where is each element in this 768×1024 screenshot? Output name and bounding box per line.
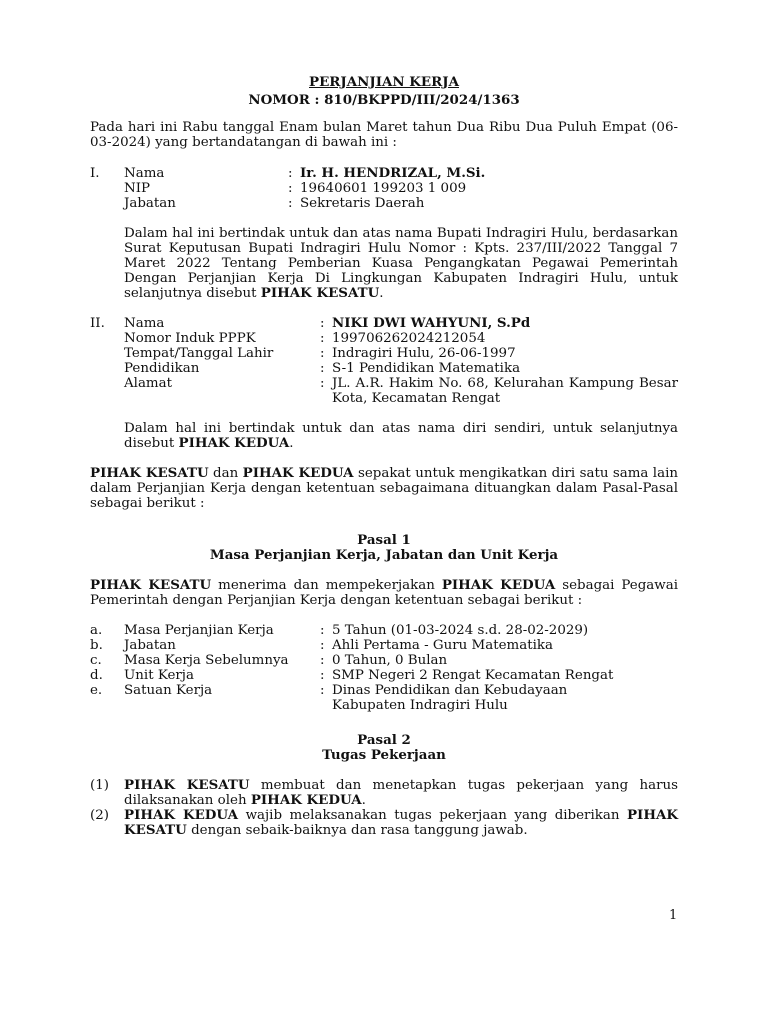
party-two-description [90,421,678,451]
colon: : [320,623,325,638]
party-one-label: Nama [124,166,165,181]
list-text [124,778,678,808]
agreement-text-2: sepakat untuk mengikatkan diri satu sama lain dalam Perjanjian Kerja dengan ketentuan sebagaimana dituangkan dalam Pasal-Pasal sebagai berikut : [90,466,678,511]
party-one-nip: 19640601 199203 1 009 [300,181,467,196]
pasal-1-bold-1: PIHAK KESATU [90,577,212,593]
pasal-2-text: . [361,793,366,808]
list-letter: b. [90,638,103,653]
party-one-desc-text: Dalam hal ini bertindak untuk dan atas nama Bupati Indragiri Hulu, berdasarkan Surat Keputusan Bupati Indragiri Hulu Nomor : Kpts. 237/III/2022 Tanggal 7 Maret 2022 Tentang Pemberian Kuasa Pengangkatan Pegawai Pemerintah Dengan Perjanjian Kerja Di Lingkungan Kabupaten Indragiri Hulu, untuk selanjutnya disebut [124,226,678,301]
party-two-row-address [90,376,678,406]
pasal-1-paragraph [90,578,678,608]
list-item [90,653,678,668]
pasal-1-text-1: menerima dan mempekerjakan [211,578,442,593]
party-two-desc-text: Dalam hal ini bertindak untuk dan atas nama diri sendiri, untuk selanjutnya disebut [124,421,678,451]
party-one-label: Jabatan [124,196,176,211]
intro-paragraph: Pada hari ini Rabu tanggal Enam bulan Maret tahun Dua Ribu Dua Puluh Empat (06-03-2024) yang bertandatangan di bawah ini : [90,120,678,150]
party-two-label: Alamat [124,376,172,391]
pasal-1-list [90,623,678,713]
agreement-paragraph [90,466,678,511]
pasal-2-bold: PIHAK KESATU [124,807,678,838]
party-two-row-birth [90,346,678,361]
pasal-1 [90,533,678,713]
pasal-2-text: wajib melaksanakan tugas pekerjaan yang diberikan [238,808,627,823]
pasal-2-bold: PIHAK KEDUA [250,792,362,808]
party-two-desc-bold: PIHAK KEDUA [178,435,290,451]
list-value: 0 Tahun, 0 Bulan [332,653,448,668]
party-one-desc-bold: PIHAK KESATU [260,285,380,301]
list-item [90,638,678,653]
colon: : [320,653,325,668]
agreement-text-1: dan [208,466,243,481]
document-page [90,75,678,838]
party-two-row-education [90,361,678,376]
list-number: (1) [90,778,109,793]
list-item [90,623,678,638]
list-label: Unit Kerja [124,668,194,683]
party-one-block [90,166,678,301]
list-item [90,668,678,683]
list-letter: d. [90,668,103,683]
list-label: Masa Kerja Sebelumnya [124,653,289,668]
party-one-description [90,226,678,301]
party-two-desc-end: . [289,436,294,451]
pasal-2-heading: Pasal 2 [357,732,411,748]
party-one-row-jabatan [90,196,678,211]
list-label: Jabatan [124,638,176,653]
agreement-bold-1: PIHAK KESATU [90,465,209,481]
pasal-2 [90,733,678,838]
party-two-education: S-1 Pendidikan Matematika [332,361,521,376]
colon: : [320,376,325,391]
list-item [90,683,678,713]
list-text [124,808,678,838]
party-two-label: Tempat/Tanggal Lahir [124,346,274,361]
pasal-2-bold: PIHAK KEDUA [124,807,239,823]
party-two-nip: 199706262024212054 [332,331,486,346]
party-one-row-name [90,166,678,181]
party-two-row-name [90,316,678,331]
colon: : [288,181,293,196]
pasal-2-text: membuat dan menetapkan tugas pekerjaan yang harus dilaksanakan oleh [124,778,678,808]
colon: : [320,316,325,331]
colon: : [320,346,325,361]
party-one-row-nip [90,181,678,196]
list-label: Satuan Kerja [124,683,213,698]
colon: : [320,331,325,346]
title-block [90,75,678,93]
list-value: SMP Negeri 2 Rengat Kecamatan Rengat [332,668,614,683]
party-one-roman: I. [90,166,100,181]
list-label: Masa Perjanjian Kerja [124,623,274,638]
pasal-1-heading: Pasal 1 [357,532,411,548]
colon: : [320,361,325,376]
list-number: (2) [90,808,109,823]
list-item [90,808,678,838]
party-two-label: Nomor Induk PPPK [124,331,256,346]
pasal-2-text: dengan sebaik-baiknya dan rasa tanggung jawab. [186,823,528,838]
document-number: NOMOR : 810/BKPPD/III/2024/1363 [248,92,520,108]
list-item [90,778,678,808]
list-value: 5 Tahun (01-03-2024 s.d. 28-02-2029) [332,623,589,638]
pasal-1-text-2: sebagai Pegawai Pemerintah dengan Perjanjian Kerja dengan ketentuan sebagai berikut : [90,578,678,608]
document-title: PERJANJIAN KERJA [309,74,459,90]
list-value: Dinas Pendidikan dan Kebudayaan Kabupaten Indragiri Hulu [332,683,568,713]
pasal-2-bold: PIHAK KESATU [124,777,250,793]
party-one-label: NIP [124,181,151,196]
list-letter: e. [90,683,103,698]
agreement-bold-2: PIHAK KEDUA [242,465,354,481]
party-two-label: Nama [124,316,165,331]
pasal-2-list [90,778,678,838]
colon: : [320,638,325,653]
pasal-1-bold-2: PIHAK KEDUA [441,577,556,593]
list-letter: a. [90,623,103,638]
party-two-label: Pendidikan [124,361,200,376]
party-one-name: Ir. H. HENDRIZAL, M.Si. [300,165,486,181]
pasal-2-subheading: Tugas Pekerjaan [322,747,446,763]
colon: : [320,668,325,683]
party-two-name: NIKI DWI WAHYUNI, S.Pd [332,315,531,331]
party-two-block [90,316,678,451]
list-value: Ahli Pertama - Guru Matematika [332,638,553,653]
party-two-birth: Indragiri Hulu, 26-06-1997 [332,346,516,361]
party-two-roman: II. [90,316,105,331]
page-number: 1 [669,908,678,923]
colon: : [288,166,293,181]
colon: : [320,683,325,698]
pasal-1-subheading: Masa Perjanjian Kerja, Jabatan dan Unit Kerja [209,547,559,563]
party-one-jabatan: Sekretaris Daerah [300,196,425,211]
list-letter: c. [90,653,102,668]
party-two-row-nip [90,331,678,346]
colon: : [288,196,293,211]
party-two-address: JL. A.R. Hakim No. 68, Kelurahan Kampung Besar Kota, Kecamatan Rengat [332,376,678,406]
party-one-desc-end: . [379,286,384,301]
